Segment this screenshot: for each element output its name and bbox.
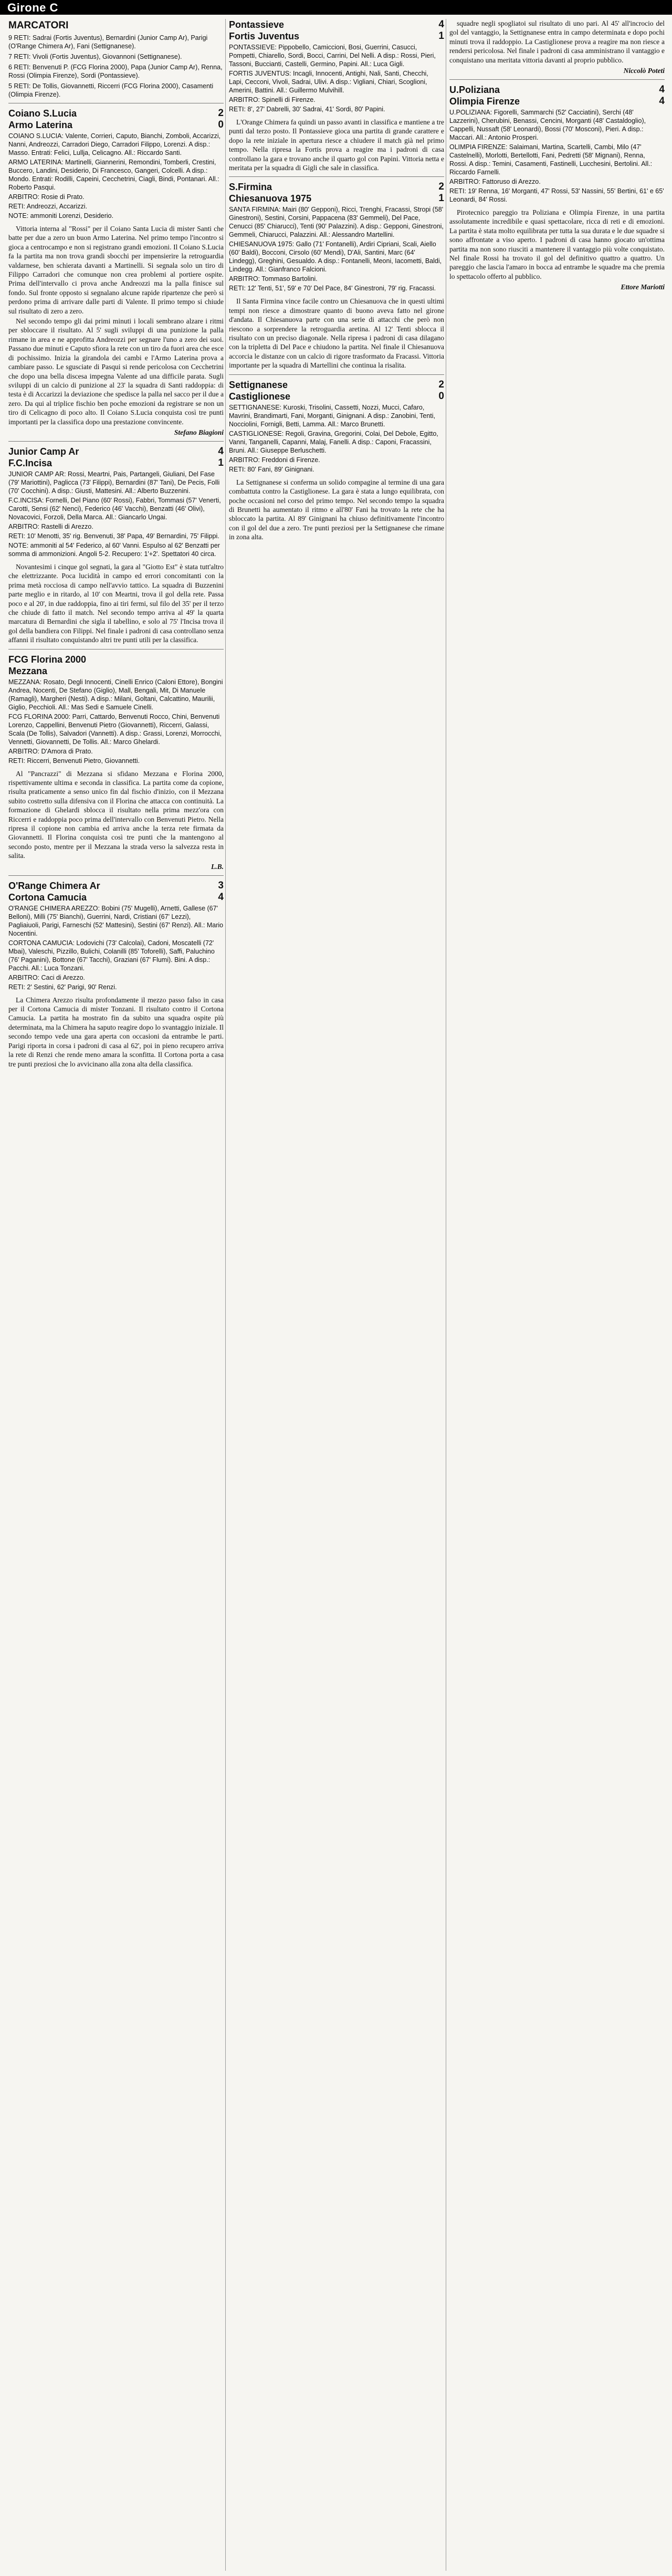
home-score: 4 (218, 445, 224, 457)
away-team-row (229, 193, 444, 204)
lineup-home: SETTIGNANESE: Kuroski, Trisolini, Cassetti, Nozzi, Mucci, Cafaro, Mavrini, Brandimarti, Fani, Morganti, Ginignani. A disp.: Zanobini, Tenti, Nocciolini, Fornigli, Betti, Lamma. All.: Marco Brunetti. (229, 403, 436, 428)
away-score: 1 (438, 30, 444, 41)
match-report (8, 654, 224, 871)
lineup-away: FORTIS JUVENTUS: Incagli, Innocenti, Antighi, Nali, Santi, Checchi, Lapi, Cecconi, Vivoli, Sadrai, Ulivi. A disp.: Vigliani, Chiari, Scoglioni, Amerini, Battini. All.: Guillermo Mulvihill. (229, 70, 428, 94)
match-report (449, 84, 665, 291)
lineup-away: CASTIGLIONESE: Regoli, Gravina, Gregorini, Colai, Del Debole, Egitto, Vanni, Tanganelli, Capanni, Malaj, Fanelli. A disp.: Caponi, Fracassini, Bruni. All.: Giuseppe Berluschetti. (229, 430, 438, 454)
home-team-row (8, 880, 224, 892)
lineup-away: ARMO LATERINA: Martinelli, Giannerini, Remondini, Tomberli, Crestini, Buccero, Landini, Desiderio, Di Francesco, Gangeri, Colcelli. A disp.: Mondo. Entrati: Rodilli, Capeini, Cecchetrini, Ciagli, Bindi, Pontanari. All.: Roberto Pasqui. (8, 159, 219, 191)
article-body (8, 562, 224, 645)
paragraph: Il Santa Firmina vince facile contro un Chiesanuova che in questi ultimi tempi non riesce a dimostrare quanto di buono aveva fatto nel girone d'andata. Il Chiesanuova parte con una serie di attacchi che però non riescono a sorprendere la retroguardia aretina. Al 12' Tenti sblocca il risultato con un preciso diagonale. Nella ripresa i padroni di casa dilagano con la tripletta di Del Pace e chiudono la partita. Nel finale il Chiesanuova accorcia le distanze con un calcio di rigore trasformato da Fracassi. Vittoria importante per la squadra di Martellini che continua la risalita. (229, 297, 444, 370)
away-score: 4 (218, 891, 224, 903)
lineup-home: SANTA FIRMINA: Mairi (80' Gepponi), Ricci, Trenghi, Fracassi, Stropi (58' Ginestroni), Sestini, Corsini, Pappacena (83' Gemmeli), Del Pace, Cenucci (85' Chiarucci), Tenti (90' Palazzini). A disp.: Gepponi, Ginestroni, Gemmeli, Chiarucci, Palazzini. All.: Alessandro Martellini. (229, 206, 444, 239)
lineup-away: FCG FLORINA 2000: Parri, Cattardo, Benvenuti Rocco, Chini, Benvenuti Lorenzo, Cappellini, Benvenuti Pietro (Giovannetti), Riccerri, Galassi, Scala (De Tollis), Salvadori (Vannetti). A disp.: Grassi, Lorenzi, Morrocchi, Vennetti, Giovannetti, De Tollis. All.: Marco Ghelardi. (8, 713, 222, 746)
column-divider (225, 19, 226, 2571)
away-team-row (229, 391, 444, 402)
lineup-home: JUNIOR CAMP AR: Rossi, Meartni, Pais, Partangeli, Giuliani, Del Fase (79' Mariottini), Paglicca (73' Filippi), Bernardini (87' Tani), De Pecis, Folli (70' Cocchini). A disp.: Giusti, Mattesini. All.: Alberto Buzzenini. (8, 470, 220, 495)
article-body (229, 118, 444, 172)
goals: RETI: 8', 27' Dabrelli, 30' Sadrai, 41' Sordi, 80' Papini. (229, 106, 385, 113)
home-team-row (229, 181, 444, 193)
home-score: 2 (438, 181, 444, 193)
lineup-home: PONTASSIEVE: Pippobello, Camiccioni, Bosi, Guerrini, Casucci, Pompetti, Chiarello, Sordi, Bocci, Carrini, Del Nelli. A disp.: Rossi, Pieri, Tassoni, Buccianti, Castelli, Germino, Papini. All.: Luca Gigli. (229, 44, 436, 68)
lineup-home: O'RANGE CHIMERA AREZZO: Bobini (75' Mugelli), Arnetti, Gallese (67' Belloni), Milli (75' Bianchi), Guerrini, Nardi, Cristiani (67' Lezzi), Pagliaiuoli, Parigi, Farneschi (52' Mattesini), Sestini (67' Renzi). All.: Mario Nocentini. (8, 904, 224, 937)
divider (8, 875, 224, 876)
away-team: F.C.Incisa (8, 457, 52, 468)
home-team-row (8, 108, 224, 119)
scorers-line: 9 RETI: Sadrai (Fortis Juventus), Bernardini (Junior Camp Ar), Parigi (O'Range Chimera Ar), Fani (Settignanese). (8, 34, 208, 50)
scorers-line: 5 RETI: De Tollis, Giovannetti, Riccerri (FCG Florina 2000), Casamenti (Olimpia Firenze). (8, 82, 214, 98)
divider (8, 649, 224, 650)
paragraph: squadre negli spogliatoi sul risultato di uno pari. Al 45' all'incrocio del gol del vantaggio, la Settignanese entra in campo determinata e dopo pochi minuti trova il raddoppio. La Castiglionese prova a reagire ma non riesce a rendersi pericolosa. Nel finale i padroni di casa amministrano il vantaggio e conquistano una meritata vittoria davanti al proprio pubblico. (449, 19, 665, 64)
paragraph: Nel secondo tempo gli dai primi minuti i locali sembrano alzare i ritmi per sbloccare il risultato. Al 5' sugli sviluppi di una punizione la palla rimane in area e ne approfitta Andreozzi per segnare l'uno a zero dei suoi. Passano due minuti e Caputo sfiora la rete con un tiro da fuori area che esce di pochissimo. Inizia la girandola dei cambi e l'Armo Laterina prova a cambiare passo. Le sgusciate di Pasqui si rende pericolosa con Cecchetrini che dopo una bella discesa impegna Valente ad una difficile parata. Sugli sviluppi di un calcio di punizione al 23' la squadra di Santi raddoppia: di testa è di Accarizzi la deviazione che spedisce la palla nel sacco per il due a zero. Da qui al triplice fischio ben poche emozioni da registrare se non un tiro di Celicagno di poco alto. Il Coiano S.Lucia conquista così tre punti importanti per la classifica dopo una prestazione convincente. (8, 317, 224, 426)
article-body (229, 478, 444, 542)
divider (449, 79, 665, 80)
home-team: S.Firmina (229, 182, 272, 193)
lineup-home: U.POLIZIANA: Figorelli, Sammarchi (52' Cacciatini), Serchi (48' Lazzerini), Cherubini, Benassi, Cencini, Morganti (48' Castaldoglio), Cappelli, Nussaft (58' Leonardi), Bossi (70' Mosconi), Pieri. A disp.: Maccari. All.: Antonio Prosperi. (449, 109, 646, 142)
goals: RETI: Riccerri, Benvenuti Pietro, Giovannetti. (8, 757, 140, 765)
referee: ARBITRO: Caci di Arezzo. (8, 973, 85, 981)
referee: ARBITRO: D'Amora di Prato. (8, 747, 93, 755)
away-score: 1 (218, 457, 224, 468)
lineup-away: F.C.INCISA: Fornelli, Del Piano (60' Rossi), Fabbri, Tommasi (57' Venerti, Carotti, Sensi (62' Nenci), Federico (46' Vacchi), Benzatti (46' Olivi), Novacovici, Forzoli, Della Marca. All.: Giancarlo Ungai. (8, 496, 221, 521)
home-team-row (8, 654, 224, 665)
home-score: 2 (438, 379, 444, 390)
referee: ARBITRO: Tommaso Bartolini. (229, 275, 318, 283)
away-score: 0 (218, 119, 224, 130)
goals: RETI: 12' Tenti, 51', 59' e 70' Del Pace, 84' Ginestroni, 79' rig. Fracassi. (229, 285, 436, 292)
referee: ARBITRO: Rosie di Prato. (8, 193, 85, 201)
away-team-row (8, 892, 224, 903)
away-team: Cortona Camucia (8, 892, 87, 903)
scorers-line: 6 RETI: Benvenuti P. (FCG Florina 2000), Papa (Junior Camp Ar), Renna, Rossi (Olimpia Firenze), Sordi (Pontassieve). (8, 64, 223, 79)
paragraph: Al "Pancrazzi" di Mezzana si sfidano Mezzana e Florina 2000, rispettivamente ultima e seconda in classifica. La partita come da copione, risulta praticamente a senso unico fin dal fischio d'inizio, con il Mezzana subito costretto sulla difensiva con il Florina che attacca con continuità. La formazione di Ghelardi sblocca il risultato nella prima mezz'ora con Riccerri e raddoppia poco prima dell'intervallo con Benvenuti Pietro. Nella ripresa il copione non cambia ed arriva anche la terza rete firmata da Giovannetti. Il Florina conquista così tre punti che la mantengono al secondo posto, mentre per il Mezzana la strada verso la salvezza resta in salita. (8, 769, 224, 860)
home-team: FCG Florina 2000 (8, 654, 87, 665)
paragraph: Pirotecnico pareggio tra Poliziana e Olimpia Firenze, in una partita assolutamente incredibile e quasi spettacolare, ricca di reti e di emozioni. La partita è stata molto equilibrata per tutta la sua durata e le due squadre si sono affrontate a viso aperto. I padroni di casa hanno giocato un'ottima partita ma non sono riusciti a mantenere il vantaggio più volte conquistato. Nel finale Rossi ha trovato il gol del definitivo quattro a quattro. Un pareggio che lascia l'amaro in bocca ad entrambe le squadre ma che premia lo spettacolo offerto al pubblico. (449, 208, 665, 280)
home-team: Coiano S.Lucia (8, 108, 77, 119)
match-report (229, 181, 444, 370)
divider (229, 176, 444, 177)
lineup-home: COIANO S.LUCIA: Valente, Corrieri, Caputo, Bianchi, Zomboli, Accarizzi, Nanni, Andreozzi, Carradori Diego, Carradori Filippo, Lorenzi. A disp.: Masso. Entrati: Felici, Lullja, Celicagno. All.: Riccardo Santi. (8, 132, 221, 156)
home-team-row (229, 379, 444, 391)
away-team-row (8, 119, 224, 131)
match-report (229, 19, 444, 172)
match-report (229, 379, 444, 542)
home-team-row (229, 19, 444, 30)
paragraph: Novantesimi i cinque gol segnati, la gara al "Giotto Est" è stata tutt'altro che elettrizzante. Poca lucidità in campo ed errori concomitanti con la prima metà rocciosa di campo nell'avvio tattico. La squadra di Buzzenini parte meglio e in ritardo, al 10' con Meartni, trova il gol della rete. Passa poco e al 20', in due raddoppia, fino ai tiri fermi, sul filo del 35' per il terzo che chiude di fatto il match. Nel secondo tempo arriva al 49' la quarta marcatura di Bernardini che sigla il tabellino, e solo al 75' l'Incisa trova il gol della bandiera con Filippi. Nel finale i padroni di casa controllano senza affanni il risultato conquistando altri tre punti utili per la classifica. (8, 562, 224, 644)
home-team: Pontassieve (229, 19, 285, 30)
scorers-line: 7 RETI: Vivoli (Fortis Juventus), Giovannoni (Settignanese). (8, 53, 182, 60)
article-body (8, 769, 224, 861)
byline: Niccolò Poteti (623, 67, 665, 75)
away-team: Chiesanuova 1975 (229, 193, 312, 204)
referee: ARBITRO: Freddoni di Firenze. (229, 456, 320, 464)
away-team-row (229, 30, 444, 42)
away-team-row (449, 96, 665, 107)
byline: L.B. (211, 862, 224, 871)
home-team: Settignanese (229, 379, 288, 390)
referee: ARBITRO: Fattoruso di Arezzo. (449, 178, 541, 186)
notes: NOTE: ammoniti Lorenzi, Desiderio. (8, 212, 114, 219)
article-body (449, 19, 665, 65)
byline: Ettore Mariotti (621, 283, 665, 291)
byline: Stefano Biagioni (174, 428, 224, 436)
article-body (449, 208, 665, 281)
home-team: U.Poliziana (449, 85, 500, 96)
lineup-away: CORTONA CAMUCIA: Lodovichi (73' Calcolai), Cadoni, Moscatelli (72' Mbai), Valeschi, Pizzillo, Bulichi, Colanilli (85' Toforelli), Saffi, Paluchino (76' Paganini), Bottone (67' Tacchi), Graziani (67' Flumi). Bini. A disp.: Pacchi. All.: Luca Tonzani. (8, 939, 215, 972)
away-team: Armo Laterina (8, 120, 73, 130)
section-banner (0, 0, 672, 15)
home-team-row (449, 84, 665, 96)
divider (8, 441, 224, 442)
article-body (8, 996, 224, 1069)
paragraph: Vittoria interna al "Rossi" per il Coiano Santa Lucia di mister Santi che batte per due a zero un buon Armo Laterina. Nel primo tempo l'incontro si gioca a centrocampo e non si registrano grandi emozioni. Il Coiano S.Lucia fa la partita ma non trova grandi sbocchi per impensierire la retroguardia valdarnese, ben schierata davanti a Martinelli. Si segnala solo un tiro di Filippo Carradori che comunque non crea problemi al portiere ospite. Prima dell'intervallo ci prova anche Andreozzi ma la palla finisce sul fondo. Sul fronte opposto si segnalano alcune rapide ripartenze che però si perdono prima di arrivare dalle parti di Valente. Il primo tempo si chiude sul risultato di zero a zero. (8, 225, 224, 315)
home-score: 4 (659, 84, 665, 96)
section-title: Girone C (7, 1, 58, 14)
goals: RETI: 10' Menotti, 35' rig. Benvenuti, 38' Papa, 49' Bernardini, 75' Filippi. (8, 532, 219, 540)
scorers-title: MARCATORI (8, 20, 69, 31)
column-middle (229, 19, 444, 2571)
goals: RETI: 19' Renna, 16' Morganti, 47' Rossi, 53' Nassini, 55' Bertini, 61' e 65' Leonardi, 84' Rossi. (449, 187, 664, 204)
home-score: 4 (438, 19, 444, 30)
divider (229, 374, 444, 375)
column-right (449, 19, 665, 2571)
away-score: 0 (438, 390, 444, 402)
away-team-row (8, 457, 224, 469)
goals: RETI: Andreozzi, Accarizzi. (8, 203, 88, 210)
away-team: Castiglionese (229, 391, 291, 402)
away-team: Olimpia Firenze (449, 96, 520, 107)
home-team: Junior Camp Ar (8, 446, 79, 457)
lineup-away: OLIMPIA FIRENZE: Salaimani, Martina, Scartelli, Cambi, Milo (47' Castelnelli), Morlotti, Bertellotti, Fani, Pedretti (58' Mignani), Renna, Rossi. A disp.: Temini, Casamenti, Fastinelli, Lucchesini, Bertolini. All.: Riccardo Farnelli. (449, 143, 653, 176)
away-score: 1 (438, 193, 444, 204)
away-score: 4 (659, 96, 665, 107)
home-team: O'Range Chimera Ar (8, 880, 100, 891)
article-body (229, 297, 444, 370)
lineup-home: MEZZANA: Rosato, Degli Innocenti, Cinelli Enrico (Caloni Ettore), Bongini Andrea, Nocenti, De Stefano (Giglio), Mall, Bengali, Mit, Di Manuele (Ramagli), Margheri (Nesti). A disp.: Milani, Goltani, Calcattino, Maurilii, Giglio, Pecchioli. All.: Mas Sedi e Samuele Cinelli. (8, 678, 223, 711)
match-report (8, 880, 224, 1069)
match-report (449, 19, 665, 75)
paragraph: La Chimera Arezzo risulta profondamente il mezzo passo falso in casa per il Cortona Camucia di mister Tonzani. Il risultato contro il Cortona Camucia. La partita ha mostrato fin da subito una squadra ospite più determinata, ma la Chimera ha saputo reagire dopo lo svantaggio iniziale. Il secondo tempo vede una gara aperta con occasioni da entrambe le parti. Parigi riporta in corsa i padroni di casa al 62', poi in pieno recupero arriva la rete di Renzi che rende meno amara la sconfitta. Il Cortona porta a casa tre punti preziosi che lo avvicinano alla zona alta della classifica. (8, 996, 224, 1068)
article-body (8, 224, 224, 426)
away-team: Mezzana (8, 665, 48, 676)
home-team-row (8, 446, 224, 457)
home-score: 2 (218, 108, 224, 119)
referee: ARBITRO: Rastelli di Arezzo. (8, 522, 93, 530)
paragraph: L'Orange Chimera fa quindi un passo avanti in classifica e mantiene a tre punti dal terzo posto. Il Pontassieve gioca una partita di grande carattere e dopo la rete iniziale in apertura riesce a chiudere il match già nel primo tempo. Nella ripresa la Fortis prova a reagire ma i padroni di casa controllano la gara e trovano anche il quarto gol con Papini. Vittoria netta e meritata per la squadra di Gigli che sale in classifica. (229, 118, 444, 172)
lineup-away: CHIESANUOVA 1975: Gallo (71' Fontanelli), Ardiri Cipriani, Scali, Aiello (60' Baldi), Bocconi, Cirsolo (60' Mendi), D'Ali, Santini, Marc (64' Lindegg), Greghini, Gesualdo. A disp.: Fontanelli, Meoni, Iacometti, Baldi, Lindegg. All.: Gianfranco Falcioni. (229, 240, 442, 274)
match-report (8, 108, 224, 437)
goals: RETI: 2' Sestini, 62' Parigi, 90' Renzi. (8, 983, 117, 991)
away-team-row (8, 665, 224, 677)
goals: RETI: 80' Fani, 89' Ginignani. (229, 465, 314, 473)
column-left (8, 19, 224, 2571)
match-report (8, 446, 224, 645)
paragraph: La Settignanese si conferma un solido compagine al termine di una gara combattuta contro la Castiglionese. La gara è stata a lungo equilibrata, con poche occasioni nel corso del primo tempo. Nel secondo tempo la squadra di Brunetti ha aumentato il ritmo e all'80' Fani ha trovato la rete che ha sbloccato la partita. Al 89' Ginignani ha chiuso definitivamente l'incontro con il gol del due a zero. Tre punti preziosi per la Settignanese che rimane in zona alta. (229, 478, 444, 541)
notes: NOTE: ammoniti al 54' Federico, al 60' Vanni. Espulso al 62' Benzatti per somma di ammonizioni. Angoli 5-2. Recupero: 1'+2'. Spettatori 40 circa. (8, 541, 220, 558)
referee: ARBITRO: Spinelli di Firenze. (229, 96, 316, 103)
away-team: Fortis Juventus (229, 31, 300, 41)
home-score: 3 (218, 879, 224, 891)
